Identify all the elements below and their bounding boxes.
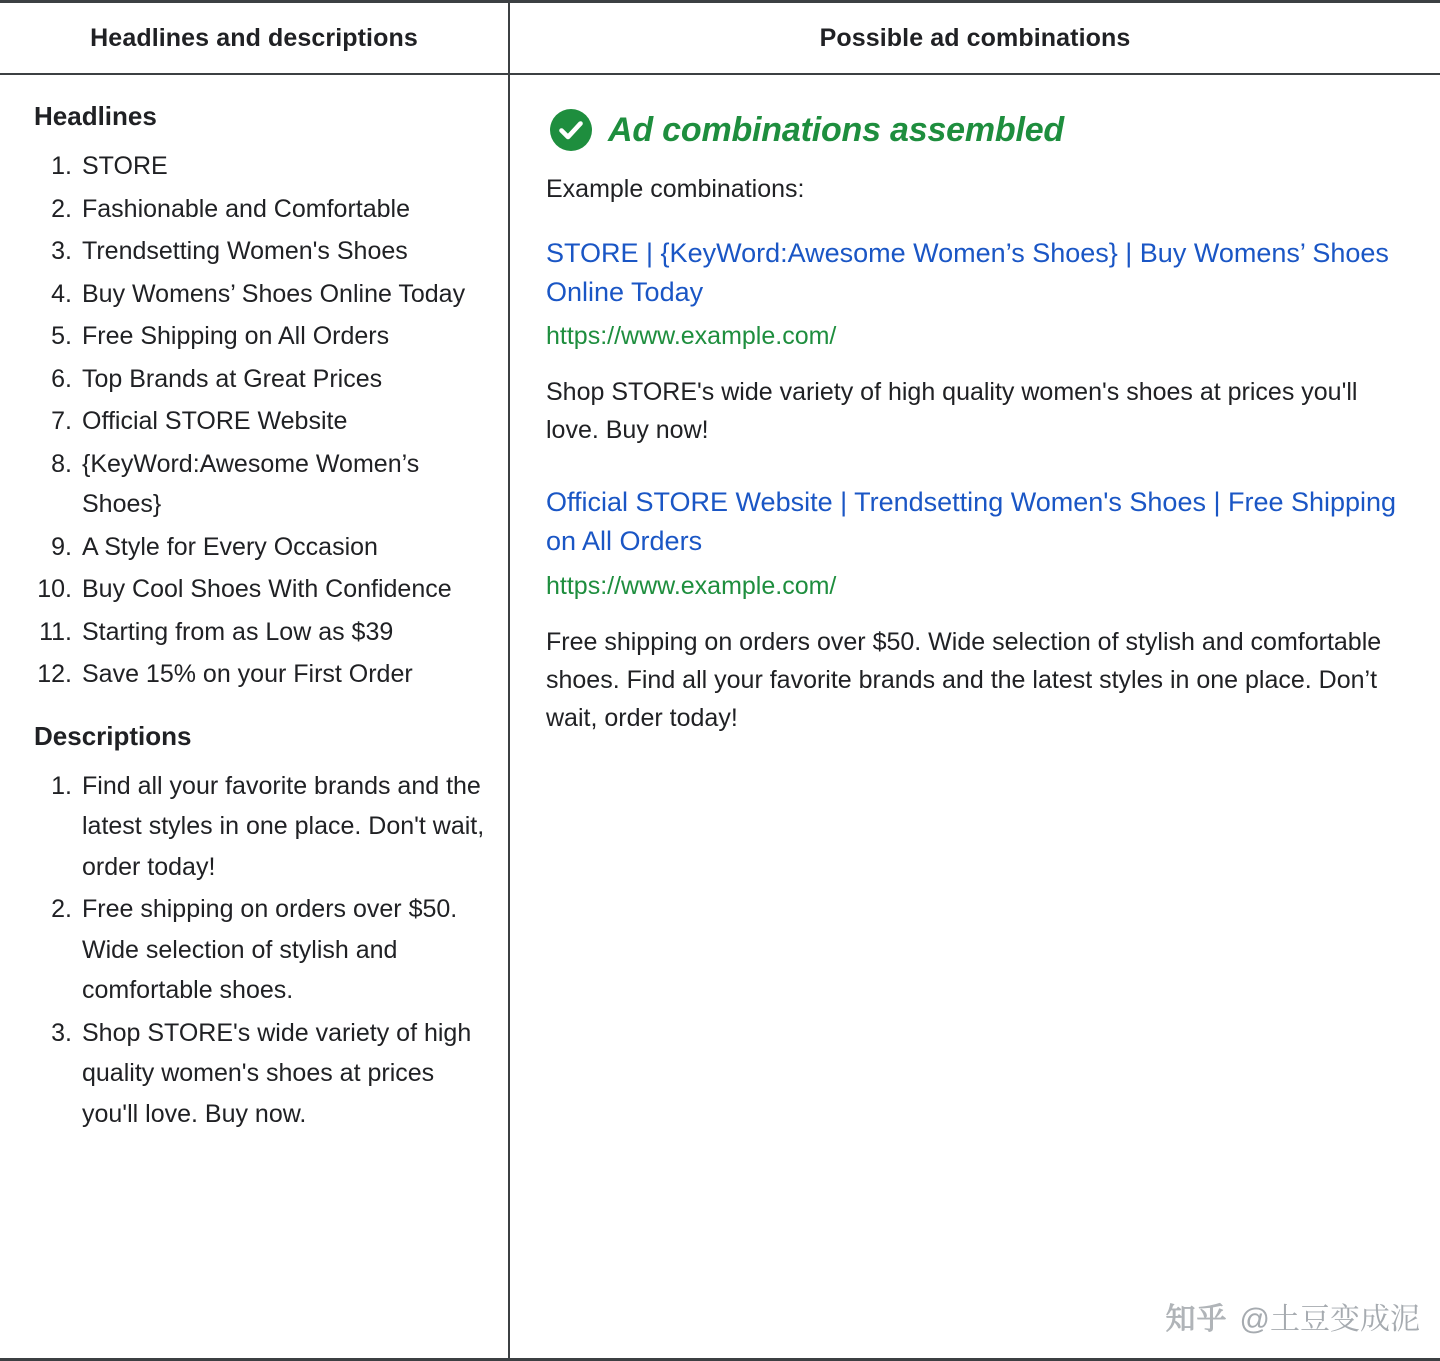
list-item-label: Official STORE Website [82,407,348,435]
list-item-label: Starting from as Low as $39 [82,617,394,646]
list-item-label: A Style for Every Occasion [82,532,378,561]
descriptions-list [26,766,488,1135]
list-item-number: 2. [51,895,72,923]
list-item-number: 4. [51,279,72,308]
ad-previews-container [544,234,1400,737]
watermark-handle: @土豆变成泥 [1239,1303,1420,1336]
list-item-number: 3. [51,1018,72,1047]
table-body-row [0,75,1440,1358]
list-item-number: 2. [51,194,72,223]
descriptions-title: Descriptions [34,720,192,751]
ad-preview [544,483,1400,736]
watermark-site: 知乎 [1165,1303,1228,1336]
header-headlines-descriptions: Headlines and descriptions [0,3,510,73]
list-item-number: 9. [51,532,72,561]
list-item-number: 5. [51,322,72,350]
list-item-label: Shop STORE's wide variety of high quality women's shoes at prices you'll love. Buy now. [82,1018,472,1128]
table-header-row [0,3,1440,75]
list-item [26,612,488,653]
list-item [26,766,488,888]
list-item-number: 1. [51,771,72,800]
ad-title-link[interactable]: STORE | {KeyWord:Awesome Women’s Shoes} | Buy Womens’ Shoes Online Today [546,238,1389,308]
ad-preview [544,234,1400,449]
watermark [1166,1294,1420,1338]
list-item [26,359,488,400]
check-circle-icon [548,107,594,153]
list-item [26,1013,488,1135]
list-item [26,189,488,230]
list-item-number: 6. [51,364,72,393]
list-item-number: 11. [39,617,72,646]
list-item-number: 7. [51,407,72,435]
list-item-label: Buy Cool Shoes With Confidence [82,575,452,603]
headlines-title: Headlines [34,101,157,131]
list-item-label: Fashionable and Comfortable [82,194,410,223]
list-item-label: Save 15% on your First Order [82,660,413,688]
status-text: Ad combinations assembled [608,110,1064,149]
list-item-label: {KeyWord:Awesome Women’s Shoes} [82,449,420,518]
headlines-list [26,146,488,695]
list-item [26,444,488,525]
list-item-number: 1. [51,152,72,180]
ad-url[interactable]: https://www.example.com/ [546,571,837,600]
status-banner [548,107,1400,153]
list-item [26,654,488,695]
example-combinations-label: Example combinations: [546,175,805,203]
list-item [26,401,488,442]
list-item [26,146,488,187]
list-item-number: 10. [37,575,72,603]
list-item-label: Top Brands at Great Prices [82,364,383,393]
ad-title-link[interactable]: Official STORE Website | Trendsetting Women's Shoes | Free Shipping on All Orders [546,487,1397,557]
list-item-label: STORE [82,152,168,180]
list-item-label: Free Shipping on All Orders [82,322,390,350]
list-item-number: 12. [37,660,72,688]
list-item [26,274,488,315]
list-item-label: Buy Womens’ Shoes Online Today [82,279,466,308]
ad-description: Free shipping on orders over $50. Wide selection of stylish and comfortable shoes. Find all your favorite brands and the latest styles in one place. Don’t wait, order today! [546,627,1382,732]
ad-description: Shop STORE's wide variety of high quality women's shoes at prices you'll love. Buy now! [546,378,1358,445]
list-item [26,569,488,610]
list-item [26,316,488,357]
ad-combinations-cell [510,75,1440,1358]
ad-url[interactable]: https://www.example.com/ [546,322,837,351]
list-item-label: Free shipping on orders over $50. Wide selection of stylish and comfortable shoes. [82,895,458,1004]
list-item [26,889,488,1011]
list-item-label: Find all your favorite brands and the latest styles in one place. Don't wait, order today! [82,771,485,881]
list-item-label: Trendsetting Women's Shoes [82,237,408,265]
headlines-descriptions-cell [0,75,510,1358]
list-item [26,527,488,568]
list-item-number: 3. [51,237,72,265]
header-possible-ad-combinations: Possible ad combinations [819,23,1131,52]
list-item-number: 8. [51,449,72,478]
list-item [26,231,488,272]
